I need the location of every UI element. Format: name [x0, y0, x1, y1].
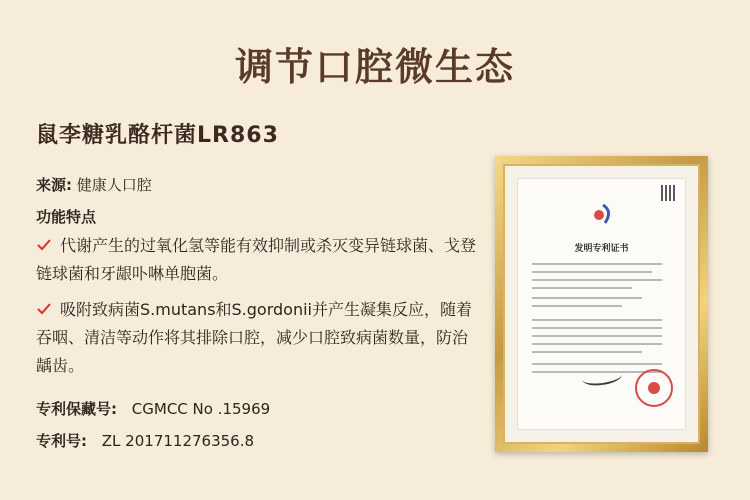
deposit-number-value: CGMCC No .15969 [131, 400, 271, 418]
check-icon [36, 301, 52, 317]
features-title: 功能特点 [36, 208, 97, 226]
signature [581, 366, 623, 387]
feature-item [36, 296, 476, 380]
source-row [36, 174, 152, 195]
patent-office-logo-icon [589, 201, 615, 227]
official-seal-icon [635, 369, 673, 407]
patent-number-value: ZL 201711276356.8 [101, 432, 255, 450]
certificate-mat [503, 164, 700, 444]
page-title: 调节口腔微生态 [234, 45, 515, 89]
strain-name: 鼠李糖乳酪杆菌LR863 [36, 123, 279, 148]
check-icon [36, 237, 52, 253]
qr-code-icon [661, 185, 677, 201]
certificate-frame [495, 156, 708, 452]
deposit-number-label: 专利保藏号: [36, 400, 117, 418]
source-value: 健康人口腔 [76, 176, 152, 194]
certificate-paper [517, 178, 686, 430]
patent-number-row [36, 430, 254, 451]
patent-number-label: 专利号: [36, 432, 87, 450]
source-label: 来源: [36, 176, 72, 194]
feature-text: 吸附致病菌S.mutans和S.gordonii并产生凝集反应，随着吞咽、清洁等动作将其排除口腔，减少口腔致病菌数量，防治龋齿。 [36, 300, 472, 375]
certificate-heading: 发明专利证书 [574, 244, 629, 254]
deposit-number-row [36, 398, 270, 419]
feature-text: 代谢产生的过氧化氢等能有效抑制或杀灭变异链球菌、戈登链球菌和牙龈卟啉单胞菌。 [36, 236, 477, 283]
feature-item [36, 232, 476, 288]
